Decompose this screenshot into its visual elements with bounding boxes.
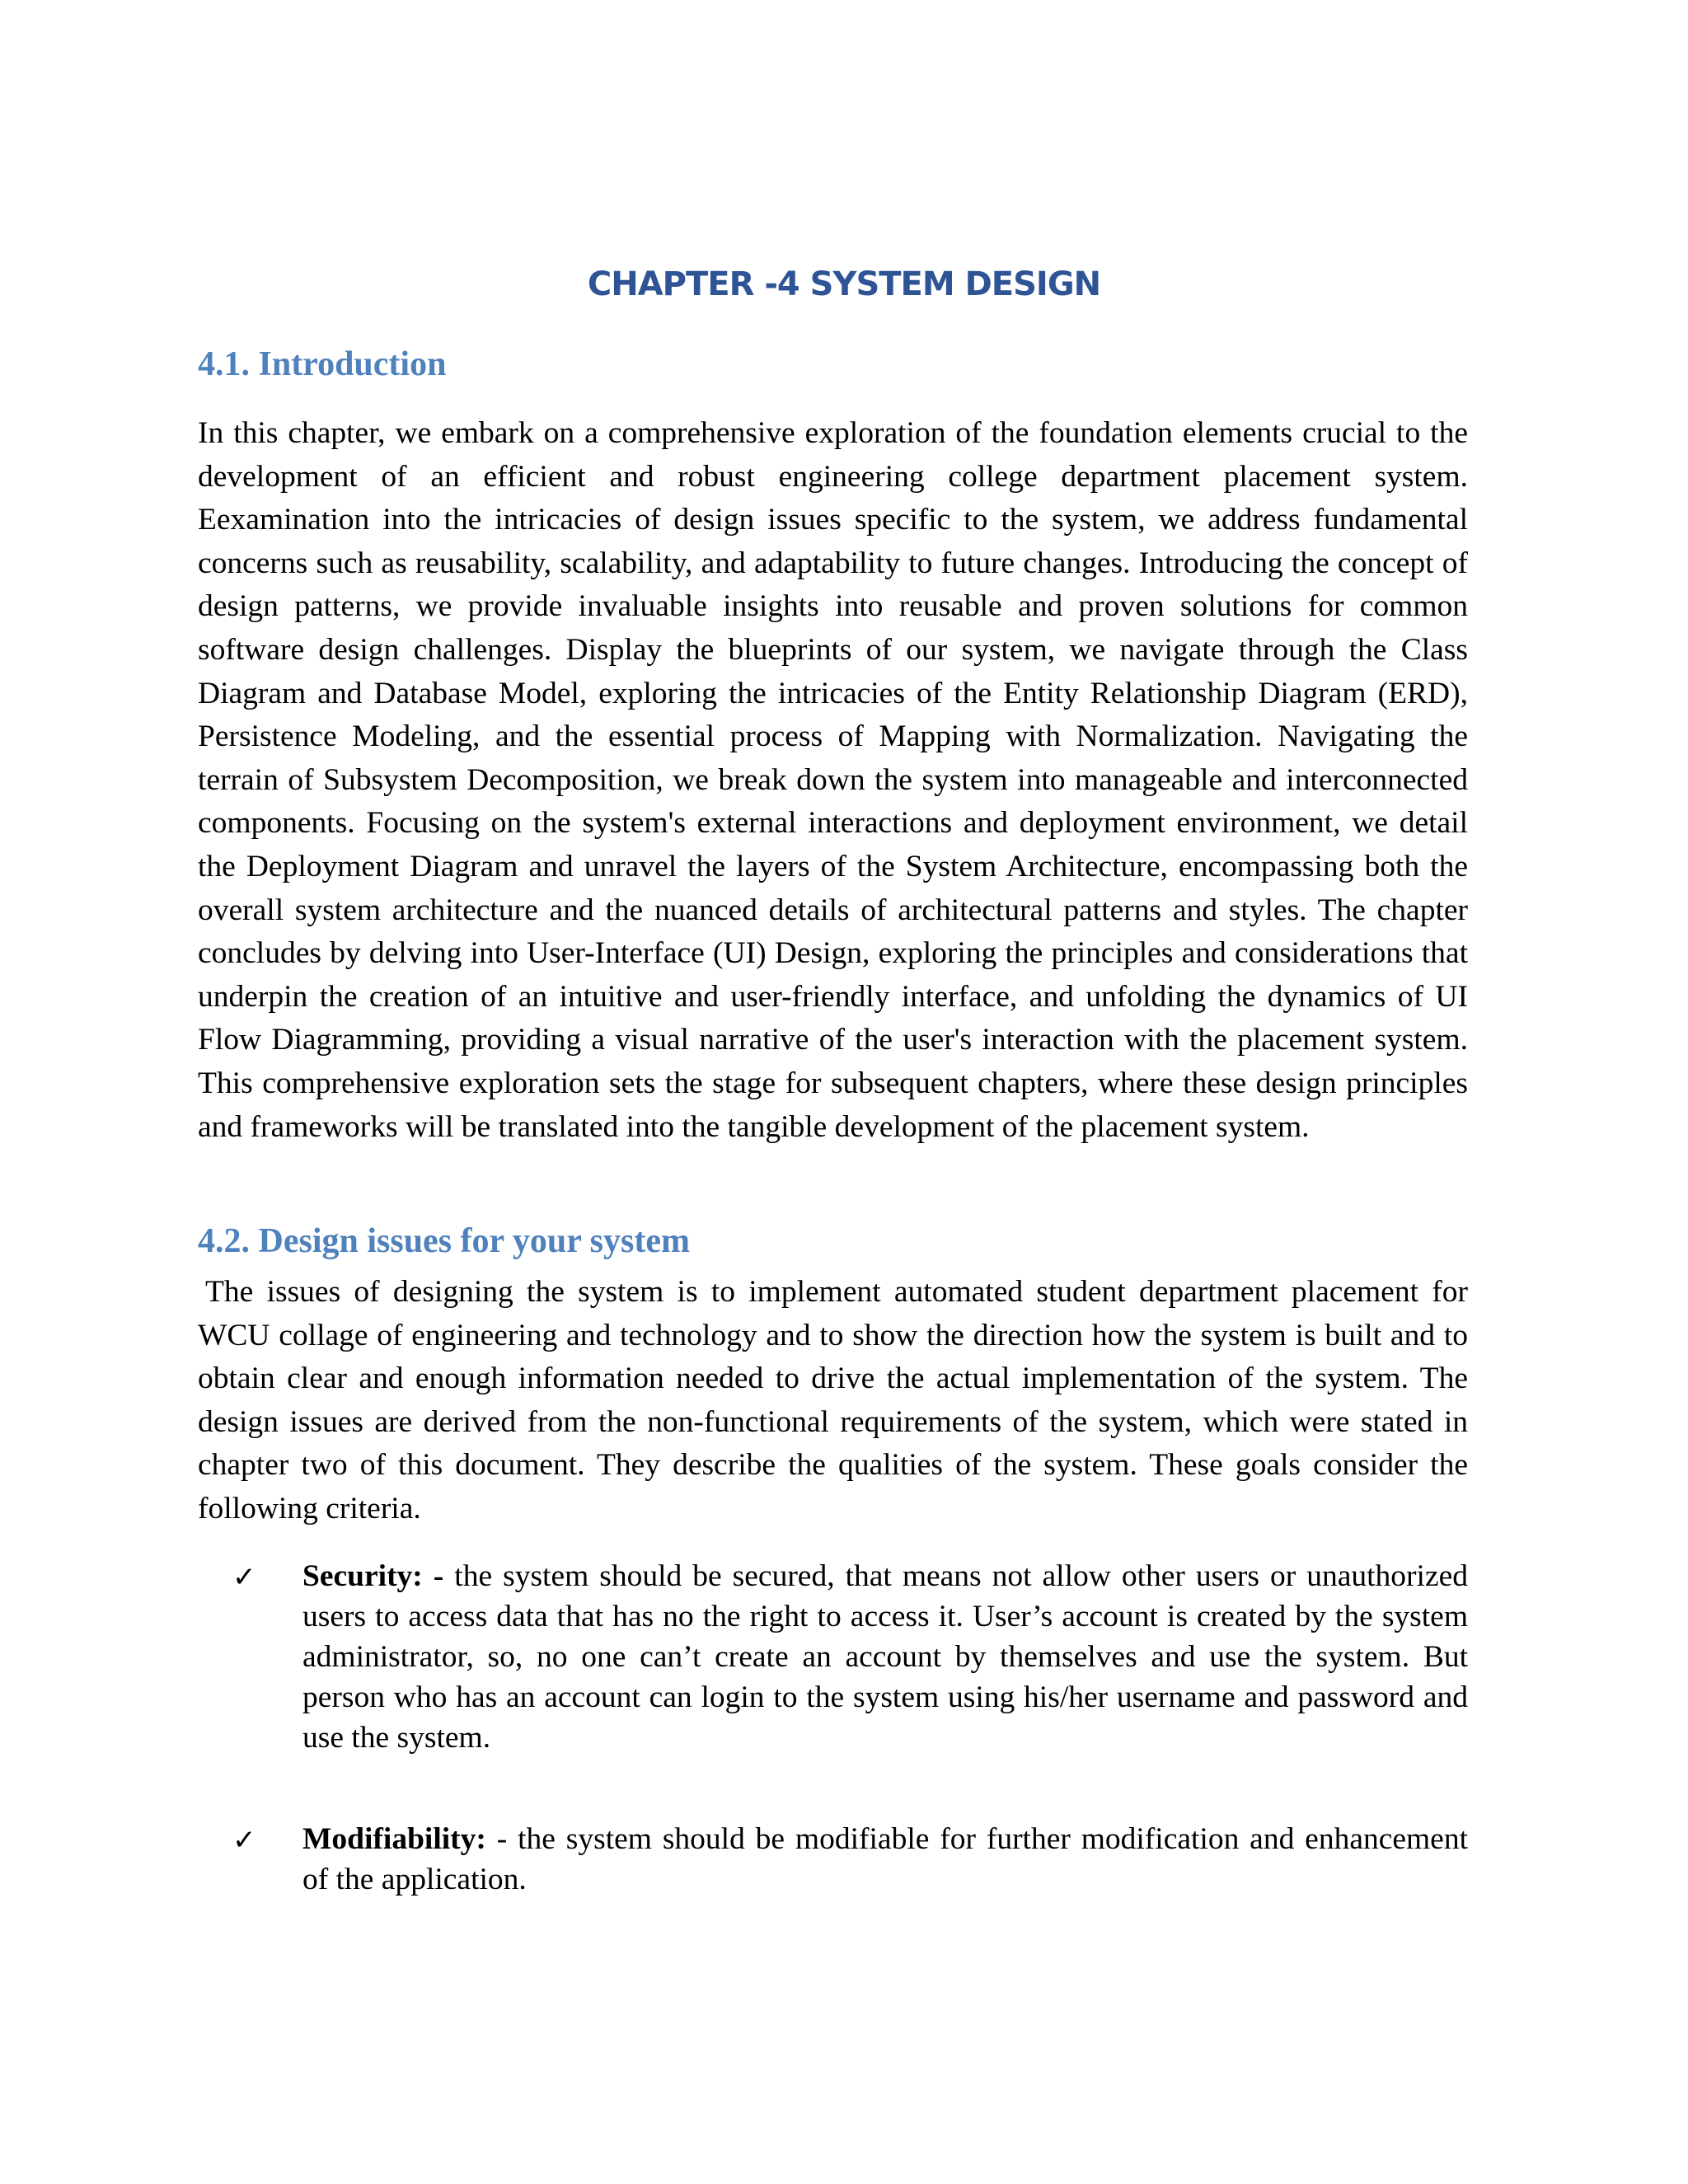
section-heading-design-issues: 4.2. Design issues for your system bbox=[198, 1222, 690, 1260]
criteria-description: the system should be secured, that means not allow other users or unauthorized users to access data that has no the right to access it. User’s account is created by the system administrator, so, no one can’t create an account by themselves and use the system. But person who has an account can login to the system using his/her username and password and use the system. bbox=[302, 1559, 1468, 1755]
criteria-label: Modifiability: bbox=[302, 1822, 486, 1856]
checkmark-icon: ✓ bbox=[232, 1561, 256, 1594]
criteria-description: - the system should be modifiable for further modification and enhancement of the application. bbox=[302, 1822, 1468, 1896]
criteria-item-modifiability bbox=[198, 1819, 1468, 1900]
design-issues-paragraph: The issues of designing the system is to implement automated student department placement for WCU collage of engineering and technology and to show the direction how the system is built and to obtain clear and enough information needed to drive the actual implementation of the system. The design issues are derived from the non-functional requirements of the system, which were stated in chapter two of this document. They describe the qualities of the system. These goals consider the following criteria. bbox=[198, 1275, 1468, 1526]
criteria-item-security bbox=[198, 1556, 1468, 1758]
checkmark-icon: ✓ bbox=[232, 1824, 256, 1857]
introduction-paragraph: In this chapter, we embark on a comprehensive exploration of the foundation elements crucial to the development of an efficient and robust engineering college department placement system. Eexamination into the intricacies of design issues specific to the system, we address fundamental concerns such as reusability, scalability, and adaptability to future changes. Introducing the concept of design patterns, we provide invaluable insights into reusable and proven solutions for common software design challenges. Display the blueprints of our system, we navigate through the Class Diagram and Database Model, exploring the intricacies of the Entity Relationship Diagram (ERD), Persistence Modeling, and the essential process of Mapping with Normalization. Navigating the terrain of Subsystem Decomposition, we break down the system into manageable and interconnected components. Focusing on the system's external interactions and deployment environment, we detail the Deployment Diagram and unravel the layers of the System Architecture, encompassing both the overall system architecture and the nuanced details of architectural patterns and styles. The chapter concludes by delving into User-Interface (UI) Design, exploring the principles and considerations that underpin the creation of an intuitive and user-friendly interface, and unfolding the dynamics of UI Flow Diagramming, providing a visual narrative of the user's interaction with the placement system. This comprehensive exploration sets the stage for subsequent chapters, where these design principles and frameworks will be translated into the tangible development of the placement system. bbox=[198, 416, 1468, 1144]
criteria-text bbox=[302, 1556, 1468, 1758]
chapter-title: CHAPTER -4 SYSTEM DESIGN bbox=[587, 265, 1101, 303]
criteria-label: Security: - bbox=[302, 1559, 444, 1593]
criteria-text bbox=[302, 1819, 1468, 1900]
section-heading-introduction: 4.1. Introduction bbox=[198, 345, 447, 383]
